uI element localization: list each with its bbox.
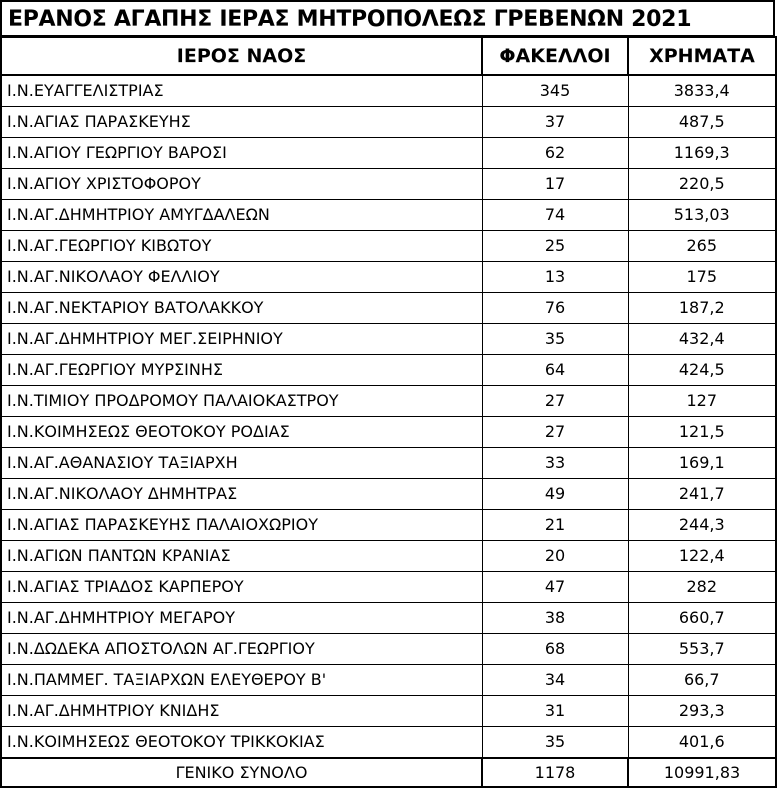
total-envelopes: 1178 [482, 758, 628, 787]
money-cell: 121,5 [628, 417, 776, 448]
money-cell: 244,3 [628, 510, 776, 541]
church-name-cell: Ι.Ν.ΤΙΜΙΟΥ ΠΡΟΔΡΟΜΟΥ ΠΑΛΑΙΟΚΑΣΤΡΟΥ [1, 386, 482, 417]
church-name-cell: Ι.Ν.ΚΟΙΜΗΣΕΩΣ ΘΕΟΤΟΚΟΥ ΤΡΙΚΚΟΚΙΑΣ [1, 727, 482, 759]
money-cell: 241,7 [628, 479, 776, 510]
table-row [1, 231, 776, 262]
church-name-cell: Ι.Ν.ΑΓ.ΔΗΜΗΤΡΙΟΥ ΜΕΓ.ΣΕΙΡΗΝΙΟΥ [1, 324, 482, 355]
church-name-cell: Ι.Ν.ΑΓ.ΝΙΚΟΛΑΟΥ ΦΕΛΛΙΟΥ [1, 262, 482, 293]
money-cell: 432,4 [628, 324, 776, 355]
money-cell: 66,7 [628, 665, 776, 696]
total-row [1, 758, 776, 787]
table-row [1, 75, 776, 107]
donations-table [0, 36, 777, 788]
envelopes-cell: 27 [482, 417, 628, 448]
table-row [1, 727, 776, 759]
money-cell: 265 [628, 231, 776, 262]
envelopes-cell: 17 [482, 169, 628, 200]
table-row [1, 696, 776, 727]
envelopes-cell: 27 [482, 386, 628, 417]
envelopes-cell: 345 [482, 75, 628, 107]
table-row [1, 262, 776, 293]
envelopes-cell: 64 [482, 355, 628, 386]
envelopes-cell: 47 [482, 572, 628, 603]
money-cell: 1169,3 [628, 138, 776, 169]
table-row [1, 665, 776, 696]
envelopes-cell: 35 [482, 324, 628, 355]
table-row [1, 448, 776, 479]
table-row [1, 107, 776, 138]
church-name-cell: Ι.Ν.ΑΓΙΟΥ ΓΕΩΡΓΙΟΥ ΒΑΡΟΣΙ [1, 138, 482, 169]
church-name-cell: Ι.Ν.ΑΓ.ΑΘΑΝΑΣΙΟΥ ΤΑΞΙΑΡΧΗ [1, 448, 482, 479]
envelopes-cell: 21 [482, 510, 628, 541]
church-name-cell: Ι.Ν.ΑΓΙΟΥ ΧΡΙΣΤΟΦΟΡΟΥ [1, 169, 482, 200]
church-name-cell: Ι.Ν.ΑΓ.ΓΕΩΡΓΙΟΥ ΚΙΒΩΤΟΥ [1, 231, 482, 262]
money-cell: 187,2 [628, 293, 776, 324]
church-name-cell: Ι.Ν.ΠΑΜΜΕΓ. ΤΑΞΙΑΡΧΩΝ ΕΛΕΥΘΕΡΟΥ Β' [1, 665, 482, 696]
money-cell: 487,5 [628, 107, 776, 138]
envelopes-cell: 74 [482, 200, 628, 231]
church-name-cell: Ι.Ν.ΚΟΙΜΗΣΕΩΣ ΘΕΟΤΟΚΟΥ ΡΟΔΙΑΣ [1, 417, 482, 448]
church-name-cell: Ι.Ν.ΑΓ.ΔΗΜΗΤΡΙΟΥ ΚΝΙΔΗΣ [1, 696, 482, 727]
church-name-cell: Ι.Ν.ΑΓΙΑΣ ΤΡΙΑΔΟΣ ΚΑΡΠΕΡΟΥ [1, 572, 482, 603]
header-row [1, 37, 776, 75]
church-name-cell: Ι.Ν.ΑΓ.ΔΗΜΗΤΡΙΟΥ ΜΕΓΑΡΟΥ [1, 603, 482, 634]
envelopes-cell: 33 [482, 448, 628, 479]
church-name-cell: Ι.Ν.ΔΩΔΕΚΑ ΑΠΟΣΤΟΛΩΝ ΑΓ.ΓΕΩΡΓΙΟΥ [1, 634, 482, 665]
table-row [1, 355, 776, 386]
money-cell: 513,03 [628, 200, 776, 231]
table-row [1, 634, 776, 665]
church-name-cell: Ι.Ν.ΑΓ.ΝΕΚΤΑΡΙΟΥ ΒΑΤΟΛΑΚΚΟΥ [1, 293, 482, 324]
envelopes-cell: 76 [482, 293, 628, 324]
envelopes-cell: 25 [482, 231, 628, 262]
money-cell: 122,4 [628, 541, 776, 572]
table-row [1, 169, 776, 200]
money-cell: 424,5 [628, 355, 776, 386]
money-cell: 553,7 [628, 634, 776, 665]
table-row [1, 293, 776, 324]
column-header-money: ΧΡΗΜΑΤΑ [628, 37, 776, 75]
envelopes-cell: 68 [482, 634, 628, 665]
table-row [1, 324, 776, 355]
envelopes-cell: 31 [482, 696, 628, 727]
church-name-cell: Ι.Ν.ΑΓ.ΝΙΚΟΛΑΟΥ ΔΗΜΗΤΡΑΣ [1, 479, 482, 510]
envelopes-cell: 37 [482, 107, 628, 138]
envelopes-cell: 38 [482, 603, 628, 634]
table-row [1, 417, 776, 448]
envelopes-cell: 35 [482, 727, 628, 759]
money-cell: 293,3 [628, 696, 776, 727]
money-cell: 220,5 [628, 169, 776, 200]
money-cell: 169,1 [628, 448, 776, 479]
table-row [1, 603, 776, 634]
column-header-church: ΙΕΡΟΣ ΝΑΟΣ [1, 37, 482, 75]
church-name-cell: Ι.Ν.ΕΥΑΓΓΕΛΙΣΤΡΙΑΣ [1, 75, 482, 107]
column-header-envelopes: ΦΑΚΕΛΛΟΙ [482, 37, 628, 75]
envelopes-cell: 34 [482, 665, 628, 696]
envelopes-cell: 20 [482, 541, 628, 572]
table-row [1, 572, 776, 603]
church-name-cell: Ι.Ν.ΑΓ.ΔΗΜΗΤΡΙΟΥ ΑΜΥΓΔΑΛΕΩΝ [1, 200, 482, 231]
church-name-cell: Ι.Ν.ΑΓ.ΓΕΩΡΓΙΟΥ ΜΥΡΣΙΝΗΣ [1, 355, 482, 386]
total-money: 10991,83 [628, 758, 776, 787]
envelopes-cell: 49 [482, 479, 628, 510]
money-cell: 127 [628, 386, 776, 417]
sheet-title: ΕΡΑΝΟΣ ΑΓΑΠΗΣ ΙΕΡΑΣ ΜΗΤΡΟΠΟΛΕΩΣ ΓΡΕΒΕΝΩΝ 2021 [0, 0, 775, 37]
money-cell: 175 [628, 262, 776, 293]
money-cell: 282 [628, 572, 776, 603]
table-row [1, 541, 776, 572]
total-label: ΓΕΝΙΚΟ ΣΥΝΟΛΟ [1, 758, 482, 787]
table-row [1, 386, 776, 417]
money-cell: 401,6 [628, 727, 776, 759]
table-row [1, 510, 776, 541]
church-name-cell: Ι.Ν.ΑΓΙΑΣ ΠΑΡΑΣΚΕΥΗΣ [1, 107, 482, 138]
table-row [1, 200, 776, 231]
church-name-cell: Ι.Ν.ΑΓΙΩΝ ΠΑΝΤΩΝ ΚΡΑΝΙΑΣ [1, 541, 482, 572]
table-row [1, 138, 776, 169]
money-cell: 660,7 [628, 603, 776, 634]
envelopes-cell: 62 [482, 138, 628, 169]
table-row [1, 479, 776, 510]
money-cell: 3833,4 [628, 75, 776, 107]
church-name-cell: Ι.Ν.ΑΓΙΑΣ ΠΑΡΑΣΚΕΥΗΣ ΠΑΛΑΙΟΧΩΡΙΟΥ [1, 510, 482, 541]
envelopes-cell: 13 [482, 262, 628, 293]
table-body [1, 75, 776, 758]
